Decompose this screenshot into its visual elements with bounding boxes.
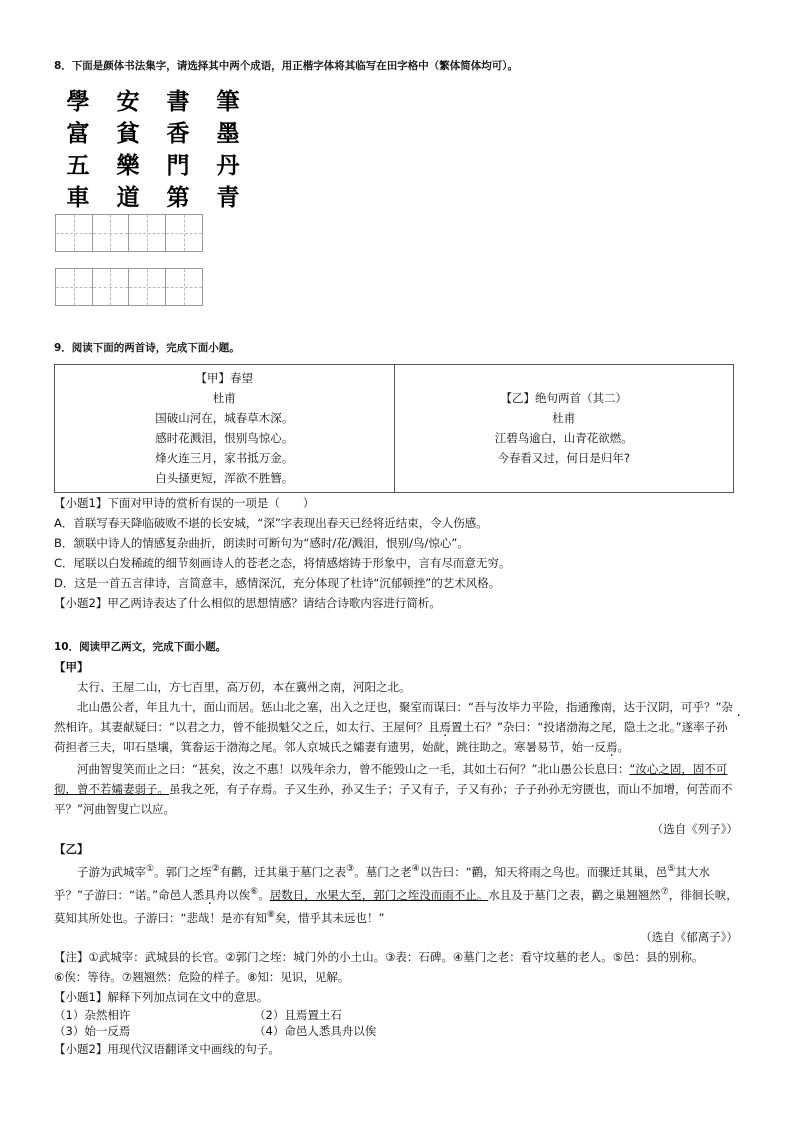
vocab-row-1: [54, 1007, 738, 1023]
jia-label: 【甲】: [54, 660, 89, 674]
poem-b-author: 杜甫: [552, 411, 576, 425]
tianzige-cell[interactable]: [93, 269, 130, 305]
tianzige-cell[interactable]: [56, 215, 93, 251]
poem-line: 国破山河在，城春草木深。: [155, 411, 294, 425]
poem-line: 烽火连三月，家书抵万金。: [155, 451, 294, 465]
calligraphy-char: 丹: [216, 152, 240, 179]
yi-label: 【乙】: [54, 842, 89, 856]
vocab-row-2: [54, 1023, 738, 1039]
tianzige-cell[interactable]: [129, 215, 166, 251]
calligraphy-char: 樂: [116, 152, 140, 179]
q9-sub2: 【小题2】甲乙两诗表达了什么相似的思想情感？请结合诗歌内容进行简析。: [54, 596, 441, 610]
yi-paragraph: 子游为武城宰①。郭门之垤②有鹳，迁其巢于墓门之表③。墓门之老④以告曰：“鹳，知天将雨之鸟也。而骤迁其巢，邑⑤其大水乎？”子游曰：“诺。”命邑人悉具舟以俟⑥。居数日，水果大至，郭门之垤没而雨不止。水且及于墓门之表，鹳之巢翘翘然⑦，徘徊长唳，莫知其所处也。子游曰：“悲哉！是亦有知⑧矣，惜乎其未远也！”: [54, 864, 738, 925]
notes-line-1: 【注】①武城宰：武城县的长官。②郭门之垤：城门外的小土山。③表：石碑。④墓门之老：看守坟墓的老人。⑤邑：县的别称。: [54, 950, 704, 965]
calligraphy-char: 貧: [116, 120, 140, 147]
vocab-item-1: （1）杂然相许: [54, 1008, 131, 1023]
q10-title: 10．阅读甲乙两文，完成下面小题。: [54, 641, 227, 653]
jia-paragraph-3: 河曲智叟笑而止之曰：“甚矣，汝之不惠！以残年余力，曾不能毁山之一毛，其如土石何？”北山愚公长息曰：“汝心之固，固不可彻，曾不若孀妻弱子。虽我之死，有子存焉。子又生孙，孙又生子；子又有子，子又有孙；子子孙孙无穷匮也，而山不加增，何苦而不平？”河曲智叟亡以应。: [54, 762, 733, 816]
tianzige-row-1[interactable]: [55, 214, 203, 252]
poem-line: 今春看又过，何日是归年?: [497, 451, 631, 465]
calligraphy-char: 道: [116, 184, 140, 211]
tianzige-cell[interactable]: [56, 269, 93, 305]
calligraphy-char: 安: [116, 88, 140, 115]
vocab-item-4: （4）命邑人悉具舟以俟: [254, 1024, 377, 1039]
q9-title: 9．阅读下面的两首诗，完成下面小题。: [54, 342, 240, 354]
tianzige-cell[interactable]: [129, 269, 166, 305]
tianzige-cell[interactable]: [166, 215, 203, 251]
notes-line-2: ⑥俟：等待。⑦翘翘然：危险的样子。⑧知：见识，见解。: [54, 970, 350, 985]
q9-option-c[interactable]: C．尾联以白发稀疏的细节刻画诗人的苍老之态，将情感熔铸于形象中，言有尽而意无穷。: [54, 556, 511, 570]
underlined-sentence: 居数日，水果大至，郭门之垤没而雨不止。: [269, 887, 489, 902]
q9-option-b[interactable]: B．颔联中诗人的情感复杂曲折，朗读时可断句为“感时/花/溅泪，恨别/鸟/惊心”。: [54, 536, 469, 550]
q9-option-d[interactable]: D．这是一首五言律诗，言简意丰，感情深沉，充分体现了杜诗“沉郁顿挫”的艺术风格。: [54, 576, 501, 590]
calligraphy-char: 車: [66, 184, 90, 211]
q10-sub2: 【小题2】用现代汉语翻译文中画线的句子。: [54, 1042, 280, 1057]
q9-sub1: 【小题1】下面对甲诗的赏析有误的一项是（ ）: [54, 496, 315, 510]
poem-b: [394, 365, 734, 493]
calligraphy-char: 學: [66, 88, 90, 115]
poem-a: [55, 365, 395, 493]
tianzige-cell[interactable]: [93, 215, 130, 251]
vocab-item-2: （2）且焉置土石: [254, 1008, 342, 1023]
calligraphy-char: 青: [216, 184, 240, 211]
poem-table: [54, 364, 734, 493]
q8-title: 8．下面是颜体书法集字，请选择其中两个成语，用正楷字体将其临写在田字格中（繁体简体均可）。: [54, 60, 519, 72]
poem-line: 白头搔更短，浑欲不胜簪。: [155, 471, 294, 485]
calligraphy-char: 香: [166, 120, 190, 147]
tianzige-cell[interactable]: [166, 269, 203, 305]
calligraphy-char: 第: [166, 184, 190, 211]
q10-sub1: 【小题1】解释下列加点词在文中的意思。: [54, 990, 269, 1005]
poem-a-author: 杜甫: [212, 391, 236, 405]
poem-a-title: 【甲】春望: [195, 371, 253, 385]
poem-b-title: 【乙】绝句两首（其二）: [500, 391, 627, 405]
source-yi: （选自《郁离子》）: [640, 930, 738, 945]
calligraphy-char: 門: [166, 152, 190, 179]
poem-line: 江碧鸟逾白，山青花欲燃。: [494, 431, 633, 445]
exam-page: [54, 56, 738, 1059]
vocab-item-3: （3）始一反焉: [54, 1024, 131, 1039]
underlined-sentence: “汝心之固，固不可彻，曾不若孀妻弱子。: [54, 762, 728, 796]
calligraphy-grid: [62, 88, 738, 212]
jia-paragraph-1: 太行、王屋二山，方七百里，高万仞，本在冀州之南，河阳之北。: [77, 680, 411, 694]
jia-paragraph-2: 北山愚公者，年且九十，面山而居。惩山北之塞，出入之迂也，聚室而谋曰：“吾与汝毕力平险，指通豫南，达于汉阴，可乎？”杂然相许。其妻献疑曰：“以君之力，曾不能损魁父之丘，如太行、王屋何？且焉置土石？”杂曰：“投诸渤海之尾，隐土之北。”遂率子孙荷担者三夫，叩石垦壤，箕畚运于渤海之尾。邻人京城氏之孀妻有遗男，始龀，跳往助之。寒暑易节，始一反焉。: [54, 700, 733, 754]
calligraphy-char: 書: [166, 88, 190, 115]
calligraphy-char: 富: [66, 120, 90, 147]
q9-option-a[interactable]: A．首联写春天降临破败不堪的长安城，“深”字表现出春天已经将近结束，令人伤感。: [54, 516, 488, 530]
calligraphy-char: 五: [66, 152, 90, 179]
calligraphy-char: 筆: [216, 88, 240, 115]
poem-line: 感时花溅泪，恨别鸟惊心。: [155, 431, 294, 445]
calligraphy-char: 墨: [216, 120, 240, 147]
source-jia: （选自《列子》）: [651, 822, 738, 836]
tianzige-row-2[interactable]: [55, 268, 203, 306]
